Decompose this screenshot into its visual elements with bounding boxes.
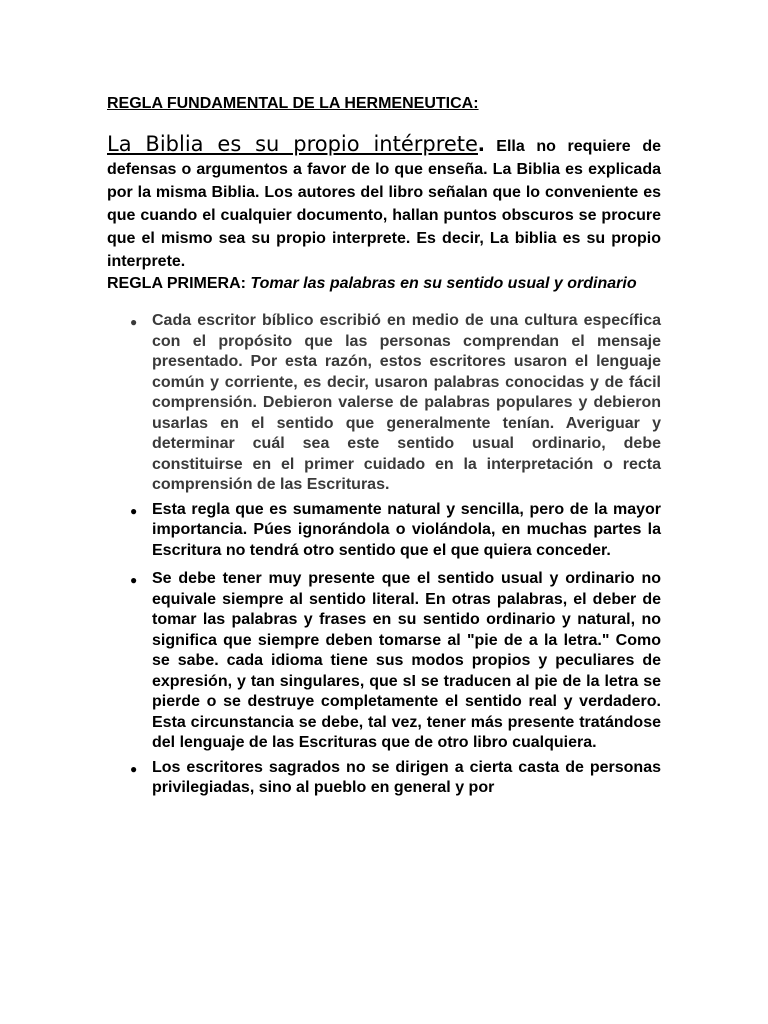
bullet-icon: ● [130,573,138,587]
list-item-text: Esta regla que es sumamente natural y sencilla, pero de la mayor importancia. Púes ignorándola o violándola, en muchas partes la Escritura no tendrá otro sentido que el que quiera conceder. [152,500,661,559]
bullet-icon: ● [130,761,138,776]
list-item-text: Cada escritor bíblico escribió en medio de una cultura específica con el propósito que las personas comprendan el mensaje presentado. Por esta razón, estos escritores usaron el lenguaje común y corriente, es decir, usaron palabras conocidas y de fácil comprensión. Debieron valerse de palabras populares y debieron usarlas en el sentido que generalmente tenían. Averiguar y determinar cuál sea este sentido usual ordinario, debe constituirse en el primer cuidado en la interpretación o recta comprensión de las Escrituras. [152,312,661,493]
intro-lead: La Biblia es su propio intérprete [107,132,478,156]
rule-first [107,273,661,295]
list-item-text: Los escritores sagrados no se dirigen a cierta casta de personas privilegiadas, sino al pueblo en general y por [152,758,661,796]
list-item [107,569,661,754]
rule-text: Tomar las palabras en su sentido usual y ordinario [250,275,637,292]
intro-paragraph [107,132,661,273]
intro-period: . [477,130,485,157]
list-item [107,311,661,496]
document-heading: REGLA FUNDAMENTAL DE LA HERMENEUTICA: [107,95,479,112]
bullet-list [107,311,661,799]
bullet-icon: ● [130,503,138,518]
bullet-icon: ● [130,315,138,329]
rule-label: REGLA PRIMERA: [107,275,251,292]
list-item-text: Se debe tener muy presente que el sentido usual y ordinario no equivale siempre al sentido literal. En otras palabras, el deber de tomar las palabras y frases en su sentido ordinario y natural, no significa que siempre deben tomarse al "pie de a la letra." Como se sabe. cada idioma tiene sus modos propios y peculiares de expresión, y tan singulares, que sI se traducen al pie de la letra se pierde o se destruye completamente el sentido real y verdadero. Esta circunstancia se debe, tal vez, tener más presente tratándose del lenguaje de las Escrituras que de otro libro cualquiera. [152,570,661,751]
list-item [107,758,661,799]
intro-body: Ella no requiere de defensas o argumentos a favor de lo que enseña. La Biblia es explicada por la misma Biblia. Los autores del libro señalan que lo conveniente es que cuando el cualquier documento, hallan puntos obscuros se procure que el mismo sea su propio interprete. Es decir, La biblia es su propio interprete. [107,138,661,270]
list-item [107,500,661,562]
